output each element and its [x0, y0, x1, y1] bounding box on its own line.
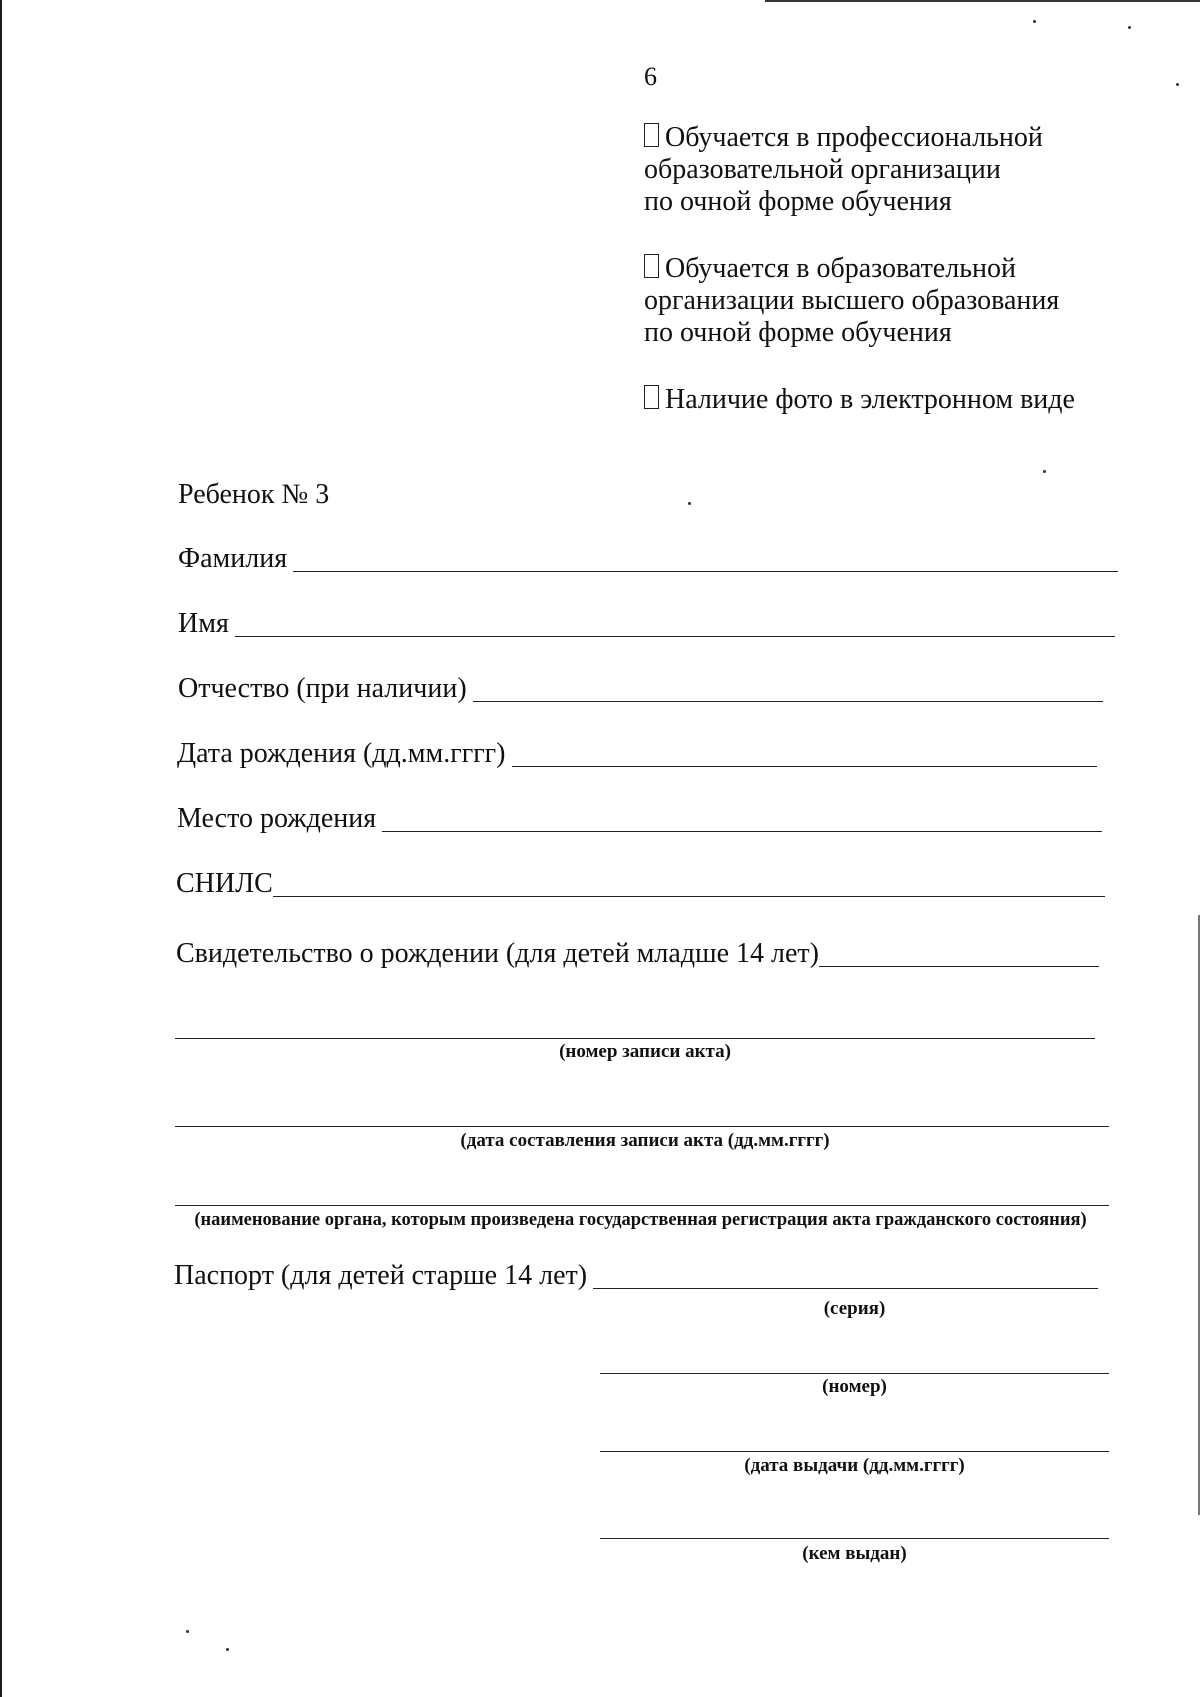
field-label: Место рождения: [177, 803, 377, 834]
checkbox-line: по очной форме обучения: [644, 186, 952, 217]
passport-number-input-line[interactable]: [600, 1373, 1109, 1374]
issued-by-caption: (кем выдан): [802, 1543, 907, 1564]
birth-place-input-line[interactable]: [382, 831, 1102, 832]
birth-date-input-line[interactable]: [512, 766, 1097, 767]
field-label: СНИЛС: [176, 868, 273, 899]
series-caption: (серия): [823, 1298, 886, 1319]
birth-place-field[interactable]: [177, 804, 1102, 834]
record-date-input-line[interactable]: [175, 1126, 1109, 1127]
field-label: Дата рождения (дд.мм.гггг): [177, 738, 506, 769]
child-heading: Ребенок № 3: [178, 479, 330, 510]
name-input-line[interactable]: [235, 636, 1115, 637]
checkbox-line: образовательной организации: [644, 154, 1001, 185]
issued-by-input-line[interactable]: [600, 1538, 1109, 1539]
registry-office-input-line[interactable]: [175, 1205, 1109, 1206]
record-number-caption: (номер записи акта): [559, 1041, 731, 1062]
issue-date-caption: (дата выдачи (дд.мм.гггг): [744, 1455, 965, 1476]
record-number-input-line[interactable]: [175, 1038, 1095, 1039]
number-caption: (номер): [822, 1376, 887, 1397]
checkbox-line: организации высшего образования: [644, 285, 1060, 316]
scan-speck: [1176, 83, 1179, 86]
birth-certificate-input-line[interactable]: [819, 966, 1099, 967]
registry-office-caption: (наименование органа, которым произведена государственная регистрация акта гражданского состояния): [194, 1210, 1087, 1230]
birth-date-field[interactable]: [177, 739, 1097, 769]
scan-speck: [1033, 20, 1036, 23]
scan-top-edge: [765, 0, 1200, 2]
checkbox-line: Обучается в образовательной: [665, 253, 1016, 284]
name-field[interactable]: [178, 609, 1115, 639]
surname-field[interactable]: [178, 544, 1118, 574]
checkbox-line: Наличие фото в электронном виде: [665, 384, 1075, 415]
page-number: 6: [644, 62, 657, 91]
checkbox-square-icon[interactable]: [644, 385, 659, 409]
checkbox-electronic-photo[interactable]: [644, 384, 1075, 416]
patronymic-input-line[interactable]: [473, 701, 1103, 702]
scan-speck: [1043, 470, 1046, 473]
scan-speck: [688, 502, 691, 505]
snils-input-line[interactable]: [273, 896, 1105, 897]
passport-field[interactable]: [174, 1261, 1098, 1291]
checkbox-line: по очной форме обучения: [644, 317, 952, 348]
checkbox-higher-education[interactable]: [644, 253, 1059, 349]
passport-series-input-line[interactable]: [593, 1288, 1098, 1289]
surname-input-line[interactable]: [293, 571, 1118, 572]
checkbox-square-icon[interactable]: [644, 123, 659, 147]
field-label: Свидетельство о рождении (для детей младше 14 лет): [176, 938, 819, 969]
checkbox-vocational-education[interactable]: [644, 122, 1043, 218]
field-label: Паспорт (для детей старше 14 лет): [174, 1260, 588, 1291]
scan-speck: [1128, 26, 1131, 29]
checkbox-square-icon[interactable]: [644, 254, 659, 278]
field-label: Отчество (при наличии): [178, 673, 467, 704]
record-date-caption: (дата составления записи акта (дд.мм.гггг): [460, 1130, 830, 1151]
scan-speck: [226, 1648, 229, 1651]
birth-certificate-field[interactable]: [176, 939, 1099, 969]
scan-left-edge: [0, 0, 2, 1697]
patronymic-field[interactable]: [178, 674, 1103, 704]
issue-date-input-line[interactable]: [600, 1451, 1109, 1452]
checkbox-line: Обучается в профессиональной: [665, 122, 1043, 153]
snils-field[interactable]: [176, 869, 1105, 899]
field-label: Имя: [178, 608, 229, 639]
field-label: Фамилия: [178, 543, 288, 574]
scan-speck: [186, 1630, 189, 1633]
